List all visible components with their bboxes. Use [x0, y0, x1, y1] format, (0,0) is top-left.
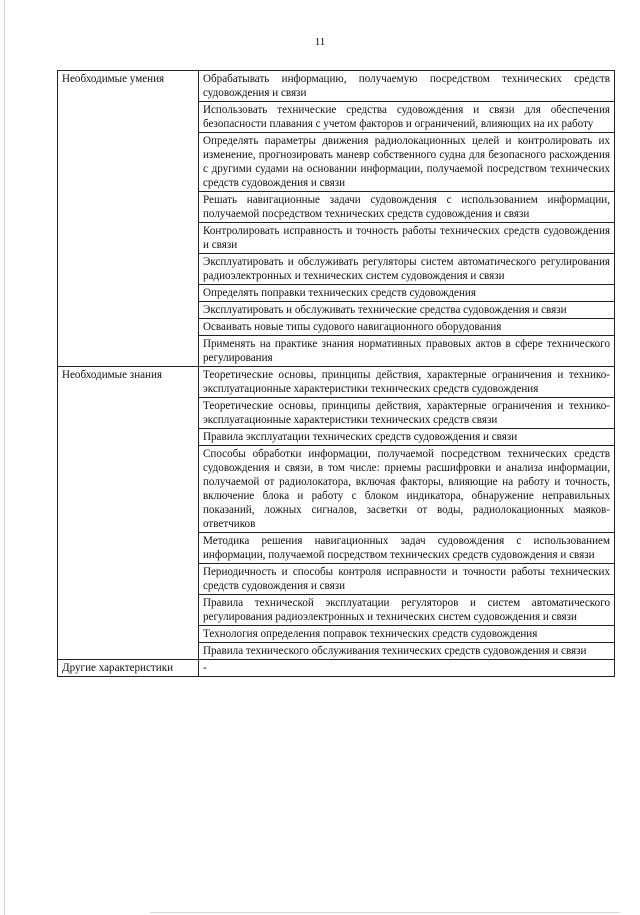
section-item: - [199, 660, 615, 677]
table-row [58, 660, 615, 677]
section-label: Необходимые знания [58, 367, 199, 660]
section-item: Технология определения поправок технических средств судовождения [199, 626, 615, 643]
section-item: Теоретические основы, принципы действия, характерные ограничения и технико-эксплуатационные характеристики технических средств судовождения [199, 367, 615, 398]
scan-edge-left [4, 0, 5, 915]
section-item: Определять поправки технических средств судовождения [199, 285, 615, 302]
section-item: Эксплуатировать и обслуживать технические средства судовождения и связи [199, 302, 615, 319]
section-label: Другие характеристики [58, 660, 199, 677]
table-row [58, 367, 615, 398]
section-item: Определять параметры движения радиолокационных целей и контролировать их изменение, прогнозировать маневр собственного судна для безопасного расхождения с другими судами на основании информации, получаемой посредством технических средств судовождения и связи [199, 133, 615, 192]
section-item: Осваивать новые типы судового навигационного оборудования [199, 319, 615, 336]
section-item: Правила эксплуатации технических средств судовождения и связи [199, 429, 615, 446]
section-item: Теоретические основы, принципы действия, характерные ограничения и технико-эксплуатационные характеристики технических средств связи [199, 398, 615, 429]
section-item: Правила технической эксплуатации регуляторов и систем автоматического регулирования радиоэлектронных и технических систем судовождения и связи [199, 595, 615, 626]
section-item: Решать навигационные задачи судовождения с использованием информации, получаемой посредством технических средств судовождения и связи [199, 192, 615, 223]
section-item: Эксплуатировать и обслуживать регуляторы систем автоматического регулирования радиоэлектронных и технических систем судовождения и связи [199, 254, 615, 285]
section-item: Использовать технические средства судовождения и связи для обеспечения безопасности плавания с учетом факторов и ограничений, влияющих на их работу [199, 102, 615, 133]
section-item: Контролировать исправность и точность работы технических средств судовождения и связи [199, 223, 615, 254]
table-row [58, 71, 615, 102]
section-item: Правила технического обслуживания технических средств судовождения и связи [199, 643, 615, 660]
section-label: Необходимые умения [58, 71, 199, 367]
section-item: Применять на практике знания нормативных правовых актов в сфере технического регулирования [199, 336, 615, 367]
section-item: Способы обработки информации, получаемой посредством технических средств судовождения и связи, в том числе: приемы расшифровки и анализа информации, получаемой от радиолокатора, включая факторы, влияющие на работу и точность, включение блока и работу с блоком индикатора, обнаружение неправильных показаний, ложных сигналов, засветки от воды, радиолокационных маяков-ответчиков [199, 446, 615, 533]
requirements-table [57, 70, 615, 677]
section-item: Периодичность и способы контроля исправности и точности работы технических средств судовождения и связи [199, 564, 615, 595]
section-item: Методика решения навигационных задач судовождения с использованием информации, получаемой посредством технических средств судовождения и связи [199, 533, 615, 564]
section-item: Обрабатывать информацию, получаемую посредством технических средств судовождения и связи [199, 71, 615, 102]
page-number: 11 [314, 36, 326, 48]
scan-edge-bottom [150, 912, 620, 913]
